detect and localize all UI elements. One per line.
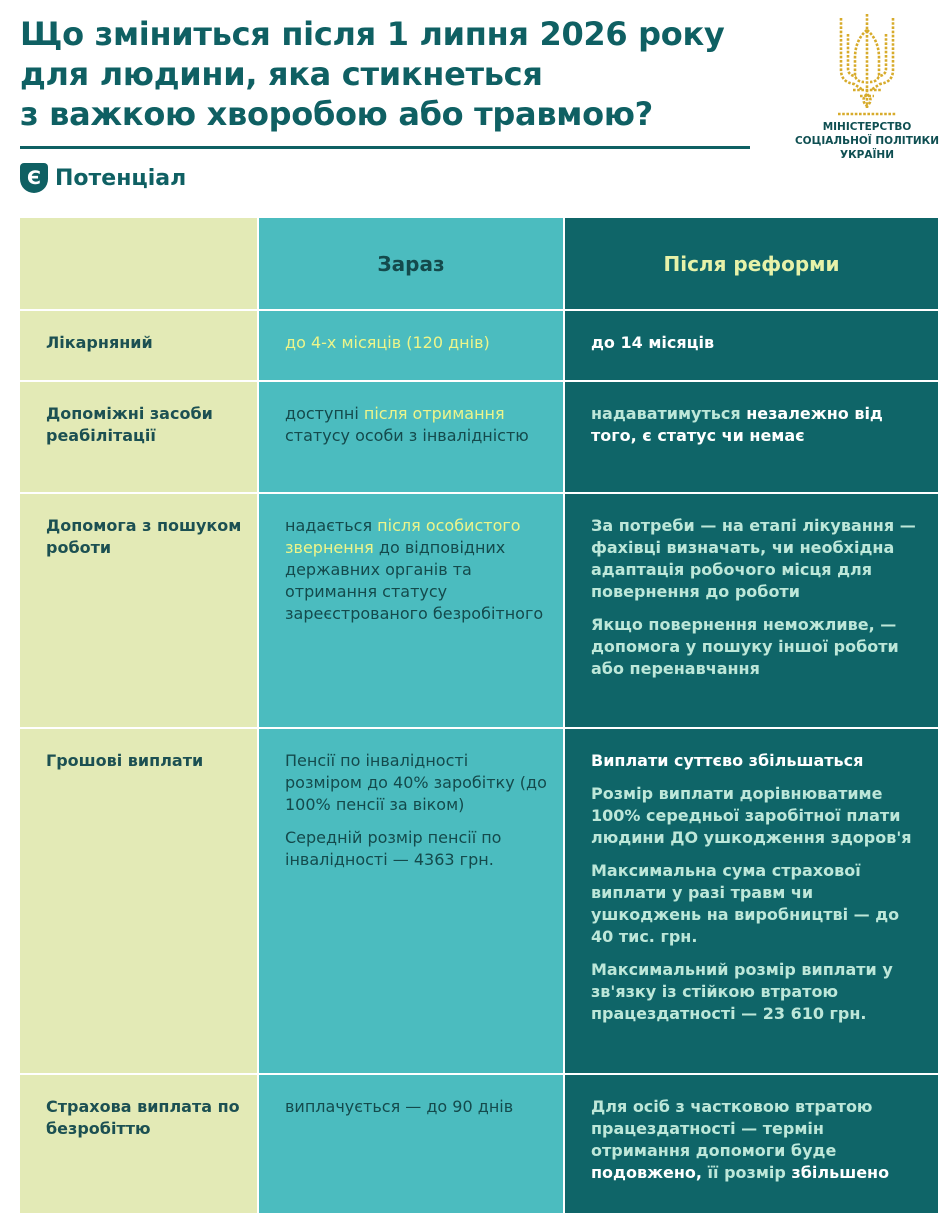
header-after: Після реформи	[563, 218, 938, 309]
cell-now: надається після особистого звернення до відповідних державних органів та отримання статусу зареєстрованого безробітного	[257, 492, 563, 727]
cell-now: доступні після отримання статусу особи з інвалідністю	[257, 380, 563, 492]
title-underline	[20, 146, 750, 149]
header-empty	[20, 218, 257, 309]
table-row	[20, 1073, 938, 1213]
comparison-table	[20, 218, 938, 1213]
table-header	[20, 218, 938, 309]
table-row	[20, 727, 938, 1073]
row-label: Грошові виплати	[20, 727, 257, 1073]
brand-logo	[20, 163, 186, 193]
row-label: Допомога з пошуком роботи	[20, 492, 257, 727]
row-label: Допоміжні засоби реабілітації	[20, 380, 257, 492]
title-line-2: для людини, яка стикнеться	[20, 55, 543, 93]
title-line-3: з важкою хворобою або травмою?	[20, 95, 653, 133]
cell-after: до 14 місяців	[563, 309, 938, 380]
trident-icon	[836, 10, 898, 116]
cell-now: Пенсії по інвалідності розміром до 40% заробітку (до 100% пенсії за віком) Середній розмір пенсії по інвалідності — 4363 грн.	[257, 727, 563, 1073]
row-label: Лікарняний	[20, 309, 257, 380]
shield-icon: Є	[20, 163, 48, 193]
page-title	[20, 14, 760, 134]
cell-now: до 4-х місяців (120 днів)	[257, 309, 563, 380]
row-label: Страхова виплата по безробіттю	[20, 1073, 257, 1213]
cell-after: Виплати суттєво збільшаться Розмір виплати дорівнюватиме 100% середньої заробітної плати людини ДО ушкодження здоров'я Максимальна сума страхової виплати у разі травм чи ушкоджень на виробництві — до 40 тис. грн. Максимальний розмір виплати у зв'язку із стійкою втратою працездатності — 23 610 грн.	[563, 727, 938, 1073]
ministry-name: МІНІСТЕРСТВО СОЦІАЛЬНОЇ ПОЛІТИКИ УКРАЇНИ	[794, 121, 940, 161]
cell-after: Для осіб з частковою втратою працездатності — термін отримання допомоги буде подовжено, її розмір збільшено	[563, 1073, 938, 1213]
table-row	[20, 380, 938, 492]
table-row	[20, 492, 938, 727]
title-line-1: Що зміниться після 1 липня 2026 року	[20, 15, 725, 53]
cell-after: За потреби — на етапі лікування — фахівці визначать, чи необхідна адаптація робочого місця для повернення до роботи Якщо повернення неможливе, — допомога у пошуку іншої роботи або перенавчання	[563, 492, 938, 727]
brand-name: Потенціал	[55, 165, 187, 191]
header-now: Зараз	[257, 218, 563, 309]
cell-after: надаватимуться незалежно від того, є статус чи немає	[563, 380, 938, 492]
table-row	[20, 309, 938, 380]
ministry-logo	[792, 10, 942, 162]
cell-now: виплачується — до 90 днів	[257, 1073, 563, 1213]
